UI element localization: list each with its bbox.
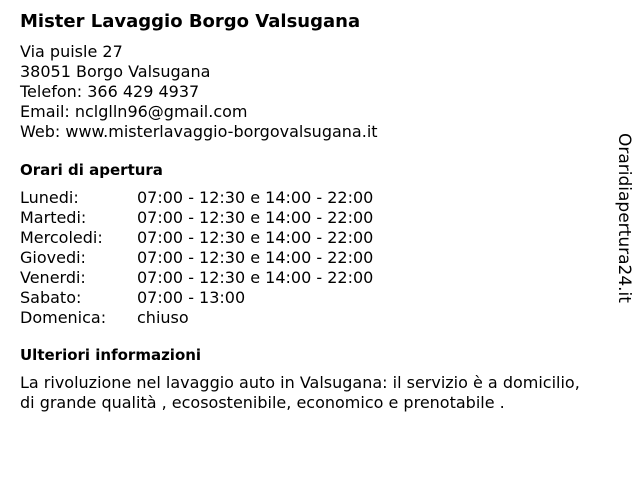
day-label: Sabato: — [20, 288, 82, 307]
hours-row-monday — [20, 188, 610, 208]
more-info-title: Ulteriori informazioni — [20, 346, 202, 364]
time-value: 07:00 - 12:30 e 14:00 - 22:00 — [137, 188, 374, 207]
hours-row-thursday — [20, 248, 610, 268]
hours-row-saturday — [20, 288, 610, 308]
day-label: Domenica: — [20, 308, 107, 327]
business-name: Mister Lavaggio Borgo Valsugana — [20, 11, 361, 32]
web-line: Web: www.misterlavaggio-borgovalsugana.it — [20, 122, 378, 141]
time-value: 07:00 - 12:30 e 14:00 - 22:00 — [137, 208, 374, 227]
day-label: Venerdi: — [20, 268, 86, 287]
day-label: Giovedi: — [20, 248, 86, 267]
day-label: Martedi: — [20, 208, 87, 227]
time-value: 07:00 - 12:30 e 14:00 - 22:00 — [137, 268, 374, 287]
business-card — [20, 10, 610, 413]
time-value: chiuso — [137, 308, 189, 327]
business-description: La rivoluzione nel lavaggio auto in Valsugana: il servizio è a domicilio, di grande qualità , ecosostenibile, economico e prenotabile . — [20, 373, 580, 412]
phone-line: Telefon: 366 429 4937 — [20, 82, 200, 101]
hours-row-sunday — [20, 308, 610, 328]
site-brand-watermark: Oraridiapertura24.it — [614, 133, 634, 303]
hours-row-wednesday — [20, 228, 610, 248]
hours-row-tuesday — [20, 208, 610, 228]
contact-block — [20, 42, 610, 142]
day-label: Mercoledi: — [20, 228, 103, 247]
opening-hours-table — [20, 188, 610, 328]
email-line: Email: nclglln96@gmail.com — [20, 102, 248, 121]
time-value: 07:00 - 13:00 — [137, 288, 246, 307]
time-value: 07:00 - 12:30 e 14:00 - 22:00 — [137, 248, 374, 267]
hours-row-friday — [20, 268, 610, 288]
time-value: 07:00 - 12:30 e 14:00 - 22:00 — [137, 228, 374, 247]
day-label: Lunedi: — [20, 188, 79, 207]
opening-hours-title: Orari di apertura — [20, 161, 163, 179]
address-line-2: 38051 Borgo Valsugana — [20, 62, 211, 81]
address-line-1: Via puisle 27 — [20, 42, 123, 61]
